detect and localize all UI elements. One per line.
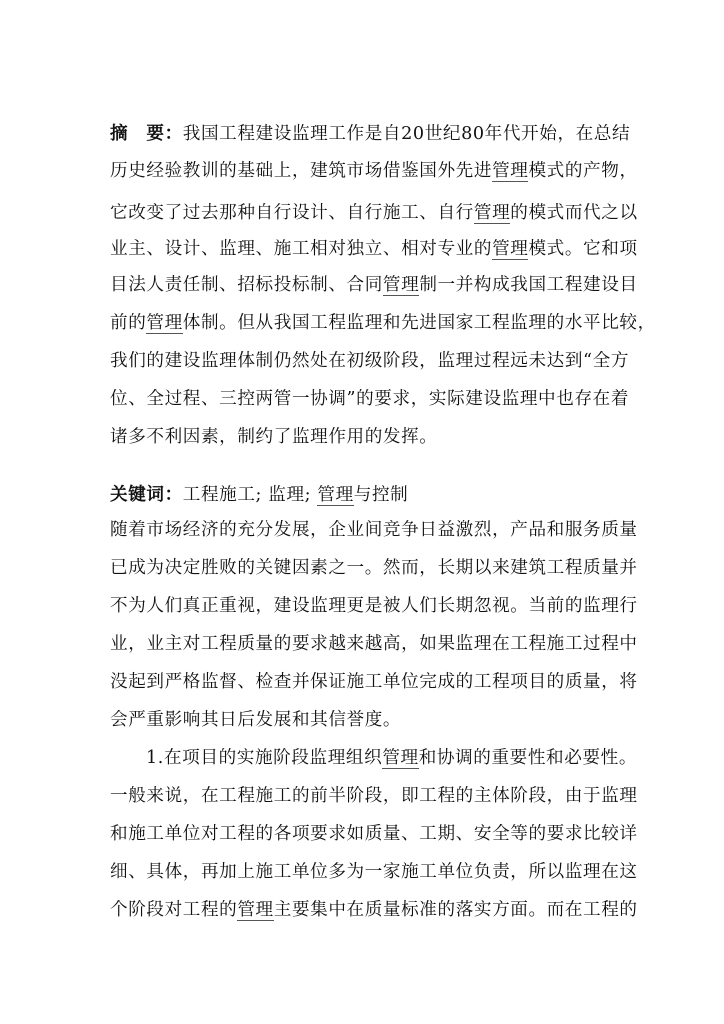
body-line-3: 不为人们真正重视，建设监理更是被人们长期忽视。当前的监理行: [110, 596, 638, 616]
text: 工程施工; 监理;: [182, 485, 318, 505]
management-link[interactable]: 管理: [382, 748, 419, 768]
body-line-2: 已成为决定胜败的关键因素之一。然而，长期以来建筑工程质量并: [110, 558, 638, 578]
text: 的模式而代之以: [510, 203, 638, 223]
text: 1.在项目的实施阶段监理组织: [146, 748, 383, 768]
keywords-line: [110, 483, 620, 507]
body-line-7: [110, 784, 638, 808]
text: 一般来说，在工程施工的前半阶段，即工程的主体阶段，由于监理: [110, 786, 638, 806]
management-link[interactable]: 管理: [473, 203, 511, 223]
abstract-line-4: [110, 237, 638, 261]
abstract-line-1: [110, 122, 631, 146]
text: 主要集中在质量标准的落实方面。而在工程的: [273, 900, 638, 920]
management-link[interactable]: 管理: [237, 900, 274, 920]
text: 诸多不利因素，制约了监理作用的发挥。: [110, 427, 438, 447]
abstract-line-7: [110, 349, 630, 373]
text: 个阶段对工程的: [110, 900, 238, 920]
text: 我们的建设监理体制仍然处在初级阶段，监理过程远未达到“全方: [110, 351, 630, 371]
management-link[interactable]: 管理: [317, 485, 354, 505]
body-line-9: [110, 860, 638, 884]
keywords-label: 关键词：: [110, 484, 183, 505]
text: 业主、设计、监理、施工相对独立、相对专业的: [110, 239, 493, 259]
section-heading-1: [146, 746, 638, 770]
body-line-4: 业，业主对工程质量的要求越来越高，如果监理在工程施工过程中: [110, 634, 638, 654]
text: 和协调的重要性和必要性。: [418, 748, 638, 768]
body-line-10: [110, 898, 638, 922]
text: 历史经验教训的基础上，建筑市场借鉴国外先进: [110, 161, 493, 181]
management-link[interactable]: 管理: [146, 313, 183, 333]
abstract-line-9: [110, 425, 620, 449]
abstract-line-3: [110, 201, 638, 225]
body-line-1: 随着市场经济的充分发展，企业间竞争日益激烈，产品和服务质量: [110, 520, 638, 540]
management-link[interactable]: 管理: [492, 161, 529, 181]
body-line-6: 会严重影响其日后发展和其信誉度。: [110, 710, 402, 730]
text: 位、全过程、三控两管一协调”的要求，实际建设监理中也存在着: [110, 389, 630, 409]
management-link[interactable]: 管理: [492, 239, 529, 259]
management-link[interactable]: 管理: [382, 275, 420, 295]
abstract-line-5: [110, 273, 638, 297]
abstract-line-2: [110, 159, 638, 183]
text: 前的: [110, 313, 147, 333]
abstract-label: 摘 要：: [110, 123, 183, 144]
text: 和施工单位对工程的各项要求如质量、工期、安全等的要求比较详: [110, 824, 638, 844]
text: 制一并构成我国工程建设目: [419, 275, 638, 295]
text: 与控制: [353, 485, 409, 505]
text: 体制。但从我国工程监理和先进国家工程监理的水平比较，: [182, 313, 656, 333]
abstract-line-6: [110, 311, 656, 335]
text: 它改变了过去那种自行设计、自行施工、自行: [110, 203, 474, 223]
body-line-5: 没起到严格监督、检查并保证施工单位完成的工程项目的质量，将: [110, 672, 638, 692]
text: 模式的产物，: [528, 161, 638, 181]
body-line-8: [110, 822, 638, 846]
text: 模式。它和项: [528, 239, 638, 259]
abstract-line-8: [110, 387, 630, 411]
text: 细、具体，再加上施工单位多为一家施工单位负责，所以监理在这: [110, 862, 638, 882]
text: 我国工程建设监理工作是自20世纪80年代开始，在总结: [182, 124, 631, 144]
text: 目法人责任制、招标投标制、合同: [110, 275, 383, 295]
